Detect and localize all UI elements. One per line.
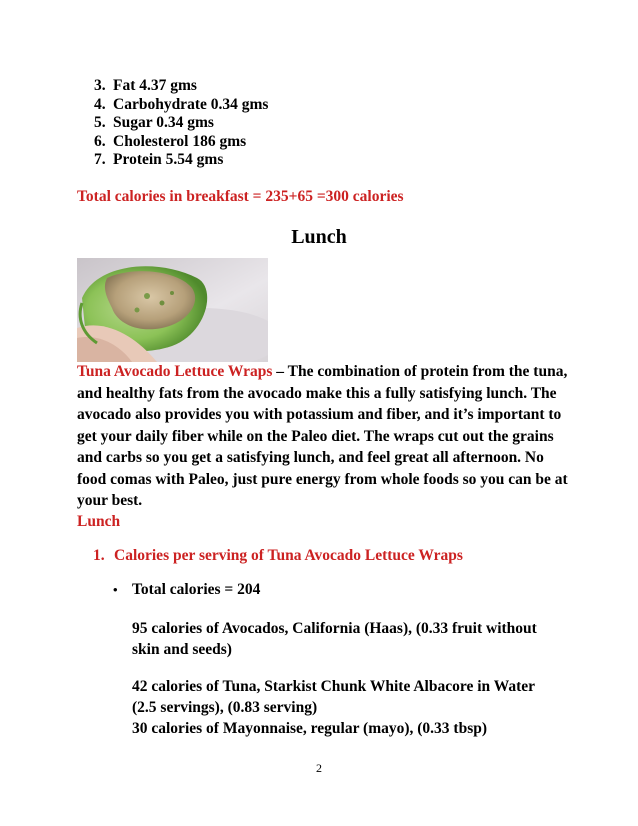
list-item: 7. Protein 5.54 gms xyxy=(94,151,224,168)
detail-mayonnaise: 30 calories of Mayonnaise, regular (mayo), (0.33 tbsp) xyxy=(132,720,488,737)
list-item: 6. Cholesterol 186 gms xyxy=(94,132,247,150)
recipe-description xyxy=(77,361,577,512)
page-number: 2 xyxy=(316,761,322,775)
recipe-body: The combination of protein from the tuna, and healthy fats from the avocado make this a fully satisfying lunch. The avocado also provides you with potassium and fiber, and it’s important to get your daily fiber while on the Paleo diet. The wraps cut out the grains and carbs so you get a satisfying lunch, and feel great all afternoon. No food comas with Paleo, just pure energy from whole foods so you can be at your best. xyxy=(77,363,568,509)
recipe-title: Tuna Avocado Lettuce Wraps xyxy=(77,363,273,380)
detail-avocado: 95 calories of Avocados, California (Haas), (0.33 fruit without skin and seeds) xyxy=(132,620,537,658)
bullet-glyph: • xyxy=(113,582,118,597)
breakfast-total: Total calories in breakfast = 235+65 =300 calories xyxy=(77,188,404,205)
detail-tuna: 42 calories of Tuna, Starkist Chunk White Albacore in Water (2.5 servings), (0.83 serving) xyxy=(132,678,535,716)
lettuce-wrap-photo xyxy=(77,258,268,362)
total-calories-bullet: • Total calories = 204 xyxy=(113,581,261,598)
section-heading: Lunch xyxy=(291,226,347,248)
list-item: 4. Carbohydrate 0.34 gms xyxy=(94,95,269,113)
list-item: 5. Sugar 0.34 gms xyxy=(94,114,214,131)
calories-heading: 1. Calories per serving of Tuna Avocado Lettuce Wraps xyxy=(93,547,463,564)
title-dash: – xyxy=(272,363,288,380)
list-item: 3. Fat 4.37 gms xyxy=(94,77,197,94)
lunch-label: Lunch xyxy=(77,513,121,530)
nutrition-list xyxy=(94,77,268,170)
